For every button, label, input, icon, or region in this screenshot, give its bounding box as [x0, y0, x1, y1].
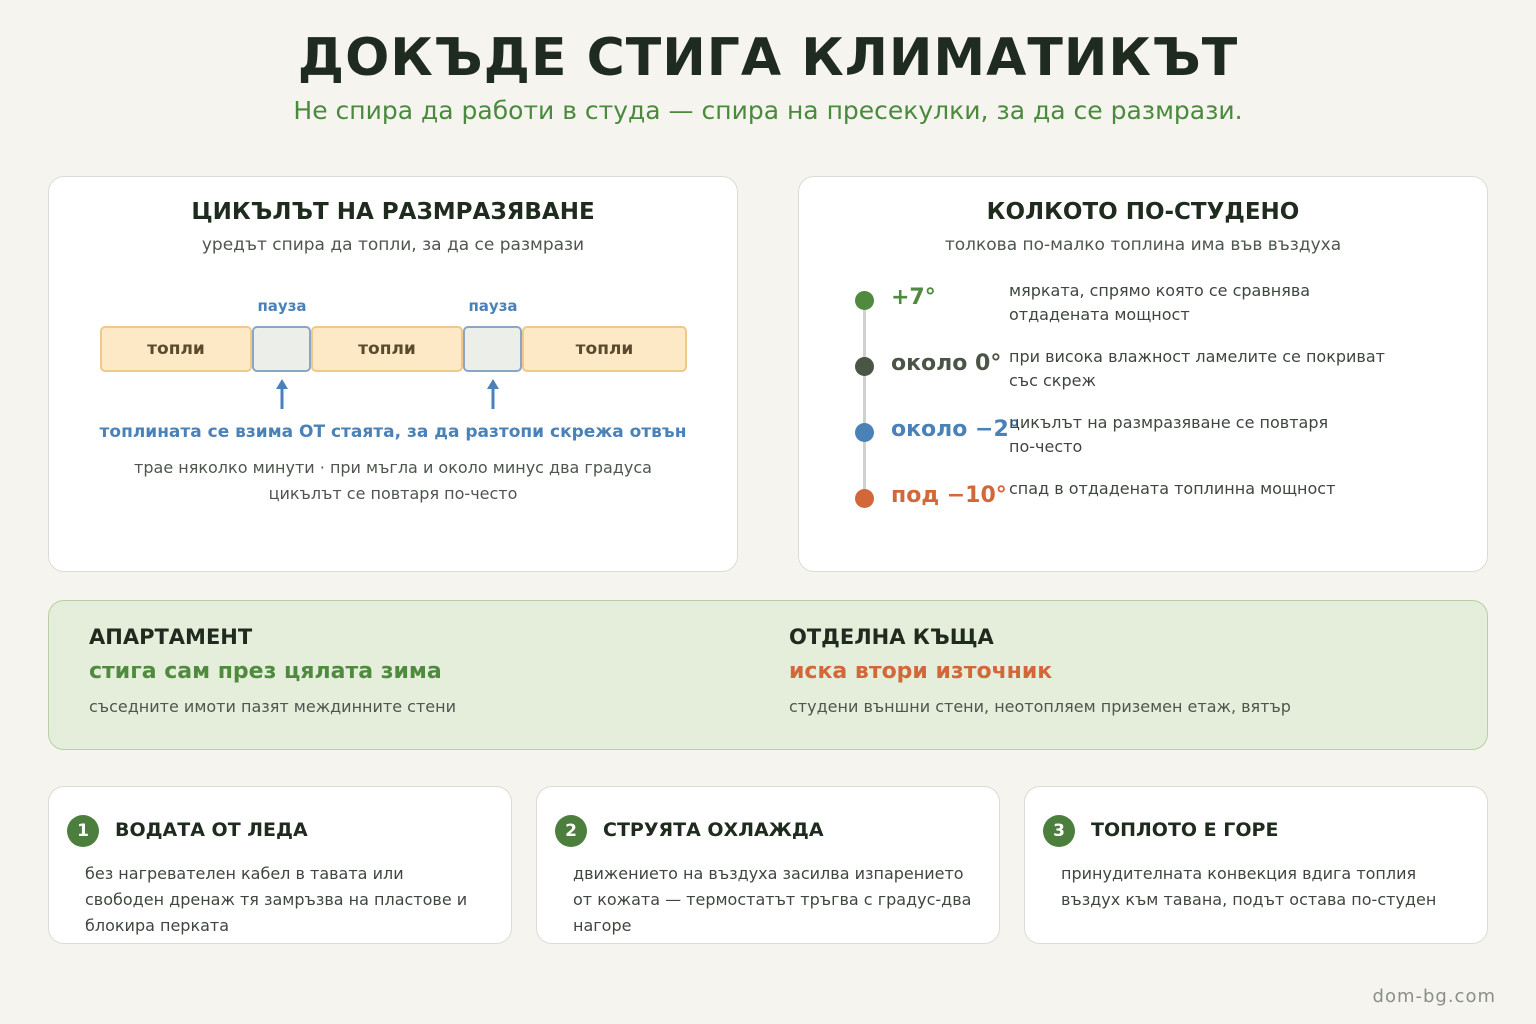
tip-card	[1024, 786, 1488, 944]
temperature-timeline	[863, 299, 866, 499]
heat-segment-3	[522, 326, 687, 372]
apartment-vs-house-banner	[48, 600, 1488, 750]
apartment-note: съседните имоти пазят междинните стени	[89, 697, 456, 716]
temperature-dot	[855, 423, 874, 442]
temperature-label: +7°	[891, 285, 936, 310]
temperature-description	[1009, 345, 1429, 393]
defrost-duration-line: трае няколко минути · при мъгла и около минус два градуса	[134, 458, 652, 477]
temperature-description-line: при висока влажност ламелите се покриват	[1009, 347, 1385, 366]
tip-title: СТРУЯТА ОХЛАЖДА	[603, 819, 824, 841]
tip-number-badge: 2	[555, 815, 587, 847]
temperature-description-line: спад в отдадената топлинна мощност	[1009, 479, 1336, 498]
apartment-title: АПАРТАМЕНТ	[89, 625, 253, 649]
tip-title: ВОДАТА ОТ ЛЕДА	[115, 819, 308, 841]
defrost-duration-line: цикълът се повтаря по-често	[268, 484, 518, 503]
page-title: ДОКЪДЕ СТИГА КЛИМАТИКЪТ	[297, 28, 1239, 88]
temperature-description	[1009, 279, 1429, 327]
apartment-verdict: стига сам през цялата зима	[89, 659, 442, 684]
temperature-description-line: цикълът на размразяване се повтаря	[1009, 413, 1329, 432]
temperature-description-line: отдадената мощност	[1009, 305, 1190, 324]
temperature-dot	[855, 489, 874, 508]
tip-number-badge: 1	[67, 815, 99, 847]
temperature-label: около −2°	[891, 417, 1020, 442]
defrost-card-subtitle: уредът спира да топли, за да се размрази	[201, 235, 585, 255]
house-title: ОТДЕЛНА КЪЩА	[789, 625, 994, 649]
tip-text: без нагревателен кабел в тавата или свободен дренаж тя замръзва на пластове и блокира перката	[85, 864, 468, 935]
pause-segment-2	[463, 326, 522, 372]
house-verdict: иска втори източник	[789, 659, 1053, 684]
heat-segment-label: топли	[147, 339, 205, 359]
arrow-up-icon	[274, 378, 290, 410]
tip-number-badge: 3	[1043, 815, 1075, 847]
heat-source-note: топлината се взима ОТ стаята, за да разтопи скрежа отвън	[99, 422, 687, 442]
temperature-label: около 0°	[891, 351, 1002, 376]
page-subtitle: Не спира да работи в студа — спира на пресекулки, за да се размрази.	[293, 96, 1243, 125]
tip-text: принудителната конвекция вдига топлия въздух към тавана, подът остава по-студен	[1061, 864, 1437, 909]
heat-segment-label: топли	[575, 339, 634, 359]
arrow-up-icon	[485, 378, 501, 410]
pause-label-1: пауза	[257, 297, 307, 315]
temperature-description-line: по-често	[1009, 437, 1083, 456]
tip-title: ТОПЛОТО Е ГОРЕ	[1091, 819, 1279, 841]
tip-card	[536, 786, 1000, 944]
defrost-cycle-card	[48, 176, 738, 572]
defrost-card-title: ЦИКЪЛЪТ НА РАЗМРАЗЯВАНЕ	[191, 199, 595, 225]
temperature-dot	[855, 291, 874, 310]
temperature-dot	[855, 357, 874, 376]
tip-card	[48, 786, 512, 944]
colder-card	[798, 176, 1488, 572]
tip-text: движението на въздуха засилва изпарението от кожата — термостатът тръгва с градус-два нагоре	[573, 864, 972, 935]
temperature-description-line: мярката, спрямо която се сравнява	[1009, 281, 1311, 300]
colder-card-title: КОЛКОТО ПО-СТУДЕНО	[986, 199, 1300, 225]
pause-segment-1	[252, 326, 311, 372]
site-watermark: dom-bg.com	[1372, 986, 1496, 1007]
heat-segment-1	[100, 326, 252, 372]
pause-label-2: пауза	[468, 297, 518, 315]
defrost-duration-note	[109, 455, 677, 507]
temperature-description-line: със скреж	[1009, 371, 1096, 390]
heat-segment-label: топли	[358, 339, 416, 359]
temperature-label: под −10°	[891, 483, 1007, 508]
temperature-description	[1009, 477, 1429, 501]
temperature-description	[1009, 411, 1429, 459]
house-note: студени външни стени, неотопляем приземен етаж, вятър	[789, 697, 1291, 716]
heat-segment-2	[311, 326, 463, 372]
colder-card-subtitle: толкова по-малко топлина има във въздуха	[944, 235, 1342, 255]
